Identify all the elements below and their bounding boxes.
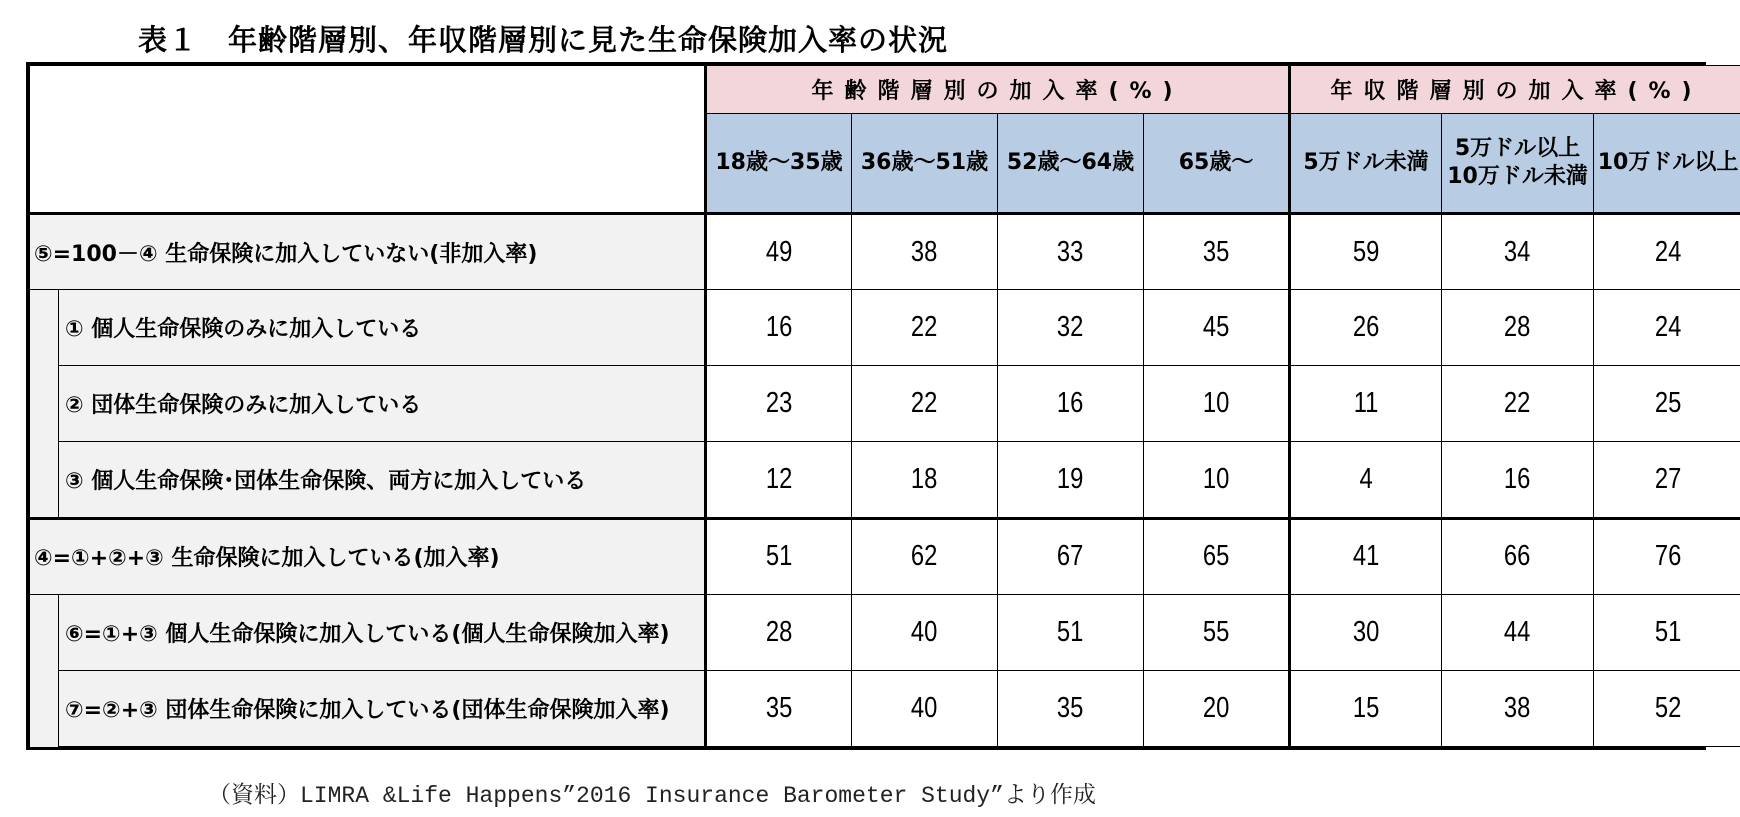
value-cell: [1442, 290, 1594, 366]
value-text: 25: [1654, 387, 1682, 420]
value-cell: [1144, 442, 1290, 518]
value-cell: [706, 670, 852, 746]
value-text: 51: [1654, 615, 1682, 648]
value-cell: [1442, 366, 1594, 442]
value-text: 28: [765, 615, 793, 648]
value-text: 65: [1202, 540, 1230, 573]
value-text: 38: [911, 235, 938, 268]
value-text: 34: [1504, 235, 1531, 268]
value-cell: [1594, 594, 1740, 670]
value-text: 11: [1353, 387, 1379, 420]
value-cell: [706, 594, 852, 670]
value-text: 15: [1352, 691, 1380, 724]
value-cell: [1290, 594, 1442, 670]
value-text: 16: [1057, 387, 1084, 420]
value-cell: [1290, 518, 1442, 594]
column-header-age-36-51: 36歳～51歳: [852, 113, 998, 213]
table-row: [30, 670, 1740, 746]
table-row: [30, 366, 1740, 442]
value-cell: [706, 290, 852, 366]
value-cell: [852, 366, 998, 442]
value-text: 62: [911, 540, 938, 573]
value-text: 24: [1654, 311, 1682, 344]
value-text: 16: [1504, 462, 1531, 495]
row-indent-bar: [30, 366, 59, 442]
value-cell: [1144, 670, 1290, 746]
row-label: ⑥=①+③ 個人生命保険に加入している(個人生命保険加入率): [59, 594, 706, 670]
value-cell: [706, 442, 852, 518]
value-text: 26: [1352, 311, 1380, 344]
table-row: [30, 594, 1740, 670]
value-text: 18: [911, 462, 938, 495]
value-text: 4: [1359, 462, 1373, 495]
group-header-age: 年齢階層別の加入率(%): [706, 66, 1290, 114]
value-text: 27: [1654, 462, 1682, 495]
value-cell: [852, 670, 998, 746]
value-cell: [1144, 594, 1290, 670]
value-cell: [1144, 213, 1290, 289]
value-cell: [1594, 670, 1740, 746]
row-indent-bar: [30, 290, 59, 366]
value-cell: [852, 518, 998, 594]
value-cell: [998, 670, 1144, 746]
table-title: 表１ 年齢階層別、年収階層別に見た生命保険加入率の状況: [138, 23, 949, 57]
row-label: ① 個人生命保険のみに加入している: [59, 290, 706, 366]
row-label: ⑦=②+③ 団体生命保険に加入している(団体生命保険加入率): [59, 670, 706, 746]
row-label: ② 団体生命保険のみに加入している: [59, 366, 706, 442]
value-text: 35: [1057, 691, 1084, 724]
value-text: 12: [765, 462, 793, 495]
value-text: 35: [765, 691, 793, 724]
value-cell: [1442, 594, 1594, 670]
value-cell: [852, 290, 998, 366]
value-cell: [1442, 442, 1594, 518]
value-cell: [1290, 366, 1442, 442]
value-text: 40: [911, 615, 938, 648]
value-text: 51: [1057, 615, 1084, 648]
value-text: 23: [765, 387, 793, 420]
value-cell: [1144, 290, 1290, 366]
source-note: （資料）LIMRA &Life Happens”2016 Insurance Barometer Study”より作成: [208, 783, 1096, 809]
value-text: 55: [1202, 615, 1230, 648]
value-text: 22: [911, 387, 938, 420]
value-cell: [998, 213, 1144, 289]
value-cell: [1144, 366, 1290, 442]
value-text: 41: [1352, 540, 1380, 573]
value-text: 28: [1504, 311, 1531, 344]
row-label: ⑤=100－④ 生命保険に加入していない(非加入率): [30, 213, 706, 289]
group-header-income: 年収階層別の加入率(%): [1290, 66, 1740, 114]
column-header-income-50k-100k: [1442, 113, 1594, 213]
value-text: 40: [911, 691, 938, 724]
table-row: [30, 518, 1740, 594]
value-text: 38: [1504, 691, 1531, 724]
value-text: 19: [1057, 462, 1084, 495]
row-label: ④=①+②+③ 生命保険に加入している(加入率): [30, 518, 706, 594]
value-cell: [1442, 213, 1594, 289]
value-text: 16: [765, 311, 793, 344]
row-indent-bar: [30, 594, 59, 670]
column-header-income-under-50k: 5万ドル未満: [1290, 113, 1442, 213]
value-text: 22: [1504, 387, 1531, 420]
column-header-age-65-plus: 65歳～: [1144, 113, 1290, 213]
column-header-age-52-64: 52歳～64歳: [998, 113, 1144, 213]
value-text: 66: [1504, 540, 1531, 573]
value-text: 32: [1057, 311, 1084, 344]
value-text: 22: [911, 311, 938, 344]
table-row: [30, 442, 1740, 518]
value-cell: [852, 594, 998, 670]
value-cell: [1594, 366, 1740, 442]
value-text: 10: [1202, 462, 1230, 495]
value-text: 49: [765, 235, 793, 268]
value-cell: [852, 213, 998, 289]
value-text: 30: [1352, 615, 1380, 648]
value-text: 20: [1202, 691, 1230, 724]
value-text: 44: [1504, 615, 1531, 648]
value-cell: [1594, 442, 1740, 518]
table-row: [30, 290, 1740, 366]
value-text: 76: [1654, 540, 1682, 573]
value-cell: [706, 213, 852, 289]
table-row: [30, 213, 1740, 289]
value-text: 35: [1202, 235, 1230, 268]
insurance-rate-table: [29, 65, 1740, 747]
value-cell: [1290, 213, 1442, 289]
value-text: 45: [1202, 311, 1230, 344]
value-cell: [1442, 518, 1594, 594]
row-indent-bar: [30, 670, 59, 746]
value-cell: [706, 518, 852, 594]
value-text: 59: [1352, 235, 1380, 268]
column-header-income-50k-100k-text: 5万ドル以上 10万ドル未満: [1447, 136, 1588, 189]
row-label: ③ 個人生命保険･団体生命保険、両方に加入している: [59, 442, 706, 518]
value-cell: [852, 442, 998, 518]
value-cell: [1594, 290, 1740, 366]
value-cell: [706, 366, 852, 442]
value-text: 10: [1202, 387, 1230, 420]
value-cell: [998, 290, 1144, 366]
value-cell: [1290, 442, 1442, 518]
value-cell: [1290, 290, 1442, 366]
value-cell: [998, 594, 1144, 670]
value-cell: [998, 442, 1144, 518]
value-cell: [1144, 518, 1290, 594]
header-corner: [30, 66, 706, 214]
value-cell: [998, 366, 1144, 442]
value-text: 51: [765, 540, 793, 573]
value-text: 24: [1654, 235, 1682, 268]
row-indent-bar: [30, 442, 59, 518]
data-table-container: [26, 62, 1739, 750]
value-cell: [1442, 670, 1594, 746]
value-cell: [1594, 213, 1740, 289]
value-text: 67: [1057, 540, 1084, 573]
value-cell: [1290, 670, 1442, 746]
value-text: 52: [1654, 691, 1682, 724]
value-cell: [998, 518, 1144, 594]
value-cell: [1594, 518, 1740, 594]
column-header-age-18-35: 18歳～35歳: [706, 113, 852, 213]
value-text: 33: [1057, 235, 1084, 268]
column-header-income-100k-plus: 10万ドル以上: [1594, 113, 1740, 213]
